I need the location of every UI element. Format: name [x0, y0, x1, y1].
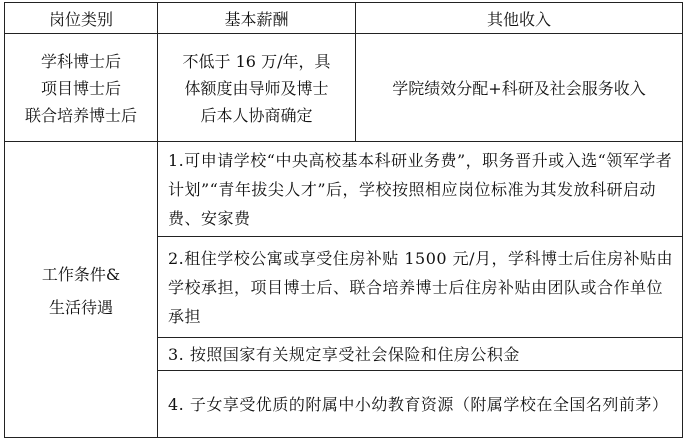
- header-base-salary: [157, 2, 356, 34]
- header-base-salary-text: 基本薪酬: [224, 9, 289, 29]
- salary-line: 后本人协商确定: [200, 106, 313, 125]
- position-item: 联合培养博士后: [24, 106, 137, 125]
- other-income-text: 学院绩效分配+科研及社会服务收入: [392, 79, 646, 98]
- condition-item-1: [157, 141, 683, 237]
- condition-text: 1.可申请学校“中央高校基本科研业务费”，职务晋升或入选“领军学者计划”“青年拔尖人才”后，学校按照相应岗位标准为其发放科研启动费、安家费: [168, 150, 673, 228]
- header-position-type-text: 岗位类别: [48, 9, 113, 29]
- condition-text: 4. 子女享受优质的附属中小幼教育资源（附属学校在全国名列前茅）: [168, 394, 669, 414]
- salary-line: 体额度由导师及博士: [184, 79, 329, 98]
- header-other-income: [355, 2, 683, 34]
- condition-item-4: [157, 370, 683, 438]
- position-item: 项目博士后: [40, 79, 121, 98]
- salary-line: 不低于 16 万/年，具: [182, 52, 331, 71]
- positions-cell: [4, 33, 158, 142]
- condition-text: 3. 按照国家有关规定享受社会保险和住房公积金: [168, 344, 520, 364]
- salary-cell: [157, 33, 356, 142]
- condition-item-2: [157, 236, 683, 338]
- header-position-type: [4, 2, 158, 34]
- conditions-title-cell: [4, 141, 158, 438]
- other-income-cell: [355, 33, 683, 142]
- condition-item-3: [157, 337, 683, 371]
- position-item: 学科博士后: [40, 52, 121, 71]
- conditions-title-line: 工作条件&: [41, 264, 121, 284]
- condition-text: 2.租住学校公寓或享受住房补贴 1500 元/月，学科博士后住房补贴由学校承担，项目博士后、联合培养博士后住房补贴由团队或合作单位承担: [168, 248, 674, 326]
- header-other-income-text: 其他收入: [486, 9, 551, 29]
- conditions-title-line: 生活待遇: [48, 297, 113, 317]
